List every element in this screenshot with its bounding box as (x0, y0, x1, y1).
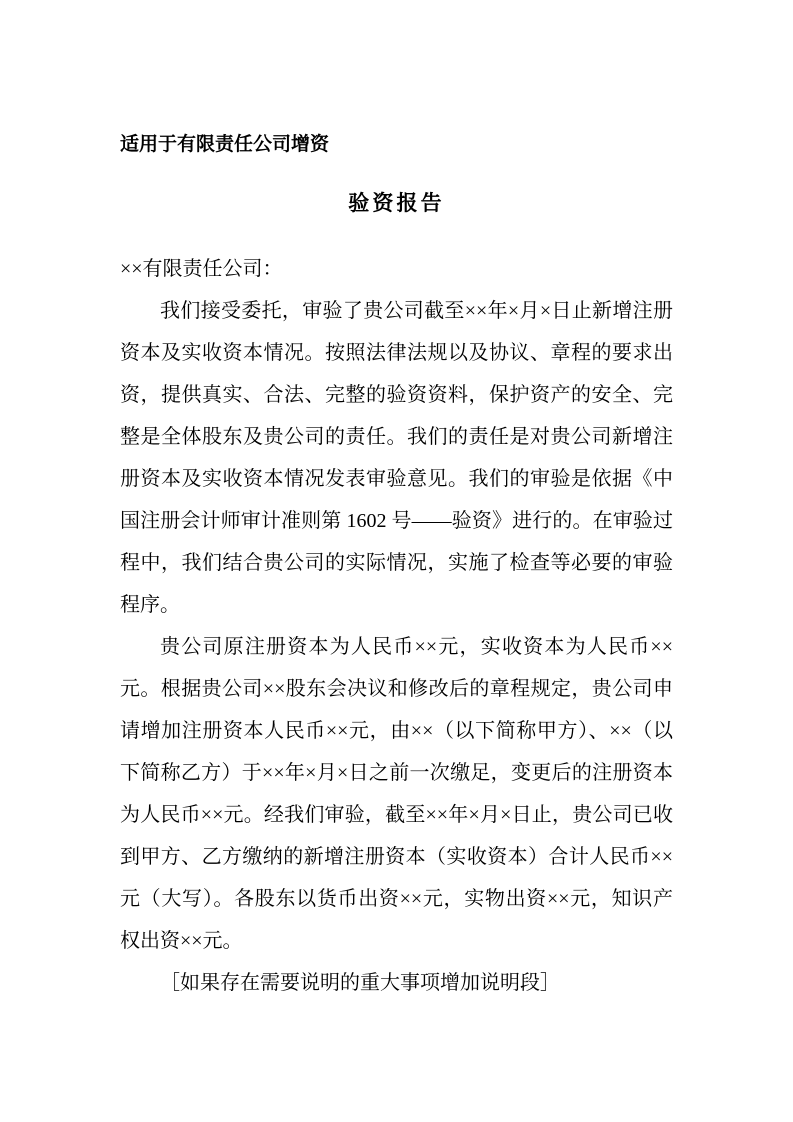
paragraph-explanatory-note-placeholder: ［如果存在需要说明的重大事项增加说明段］ (160, 972, 560, 994)
document-title: 验资报告 (348, 192, 445, 215)
applicability-note: 适用于有限责任公司增资 (120, 134, 330, 155)
paragraph-capital-verification-details: 贵公司原注册资本为人民币××元，实收资本为人民币××元。根据贵公司××股东会决议和修改后的章程规定，贵公司申请增加注册资本人民币××元，由××（以下简称甲方）、××（以下简称乙方）于××年×月×日之前一次缴足，变更后的注册资本为人民币××元。经我们审验，截至××年×月×日止，贵公司已收到甲方、乙方缴纳的新增注册资本（实收资本）合计人民币××元（大写）。各股东以货币出资××元，实物出资××元，知识产权出资××元。 (120, 636, 673, 952)
paragraph-engagement-scope: 我们接受委托，审验了贵公司截至××年×月×日止新增注册资本及实收资本情况。按照法律法规以及协议、章程的要求出资，提供真实、合法、完整的验资资料，保护资产的安全、完整是全体股东及贵公司的责任。我们的责任是对贵公司新增注册资本及实收资本情况发表审验意见。我们的审验是依据《中国注册会计师审计准则第 1602 号——验资》进行的。在审验过程中，我们结合贵公司的实际情况，实施了检查等必要的审验程序。 (120, 300, 673, 616)
document-body (120, 248, 673, 1004)
salutation-line: ××有限责任公司： (120, 258, 283, 280)
